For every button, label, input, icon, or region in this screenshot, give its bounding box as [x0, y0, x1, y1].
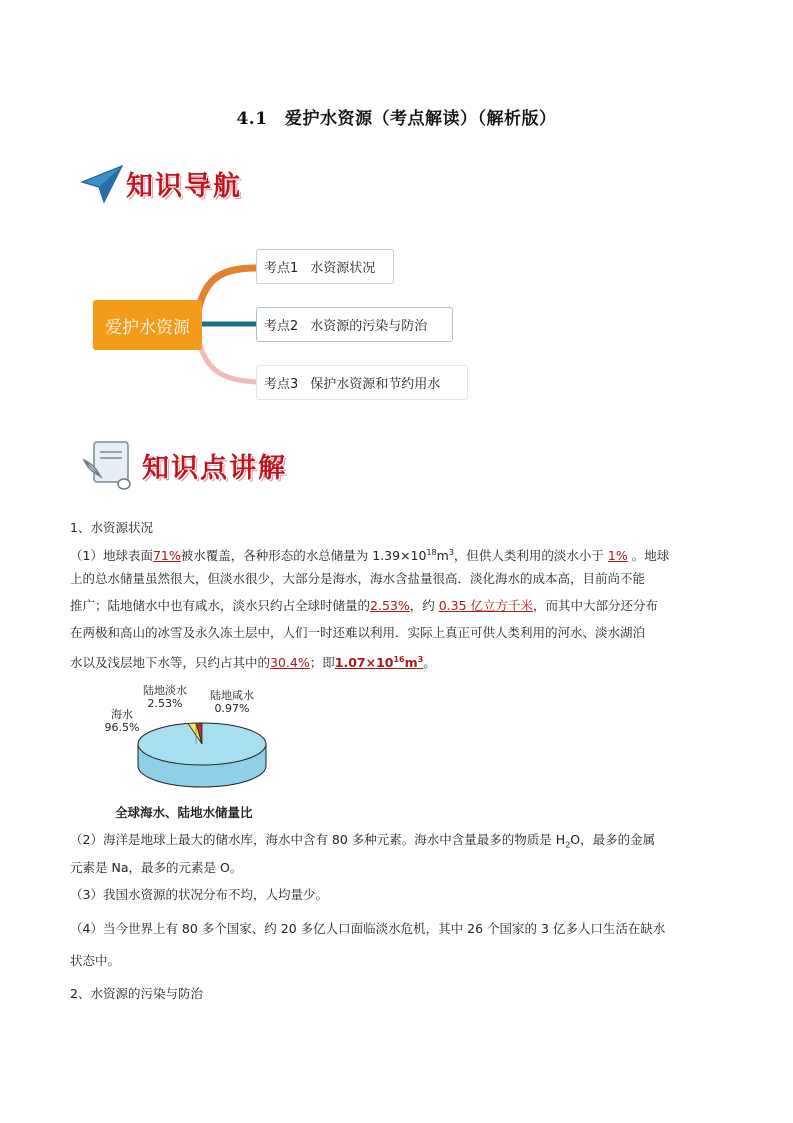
figure-caption: 全球海水、陆地水储量比	[115, 805, 253, 820]
superscript: 3	[417, 655, 424, 664]
subscript: 2	[565, 840, 571, 850]
section1-para-2-line1	[70, 828, 722, 858]
label-text: 海水	[111, 708, 133, 721]
label-text: 陆地咸水	[210, 689, 254, 702]
node-label: 保护水资源和节约用水	[310, 377, 441, 392]
pie-label-sea	[100, 708, 144, 734]
node-number: 考点3	[264, 377, 299, 392]
text-run: 1.07×10	[334, 655, 394, 671]
label-text: 陆地淡水	[143, 684, 187, 697]
mindmap-node-1	[256, 249, 394, 284]
text-run: m	[404, 655, 418, 671]
branch-3	[198, 337, 258, 382]
answer-underline: 71%	[152, 548, 181, 564]
answer-underline: 1%	[607, 548, 628, 564]
section1-para-4-line1: （4）当今世界上有 80 多个国家、约 20 多亿人口面临淡水危机，其中 26 个国家的 3 亿多人口生活在缺水	[70, 921, 666, 936]
text-run: O，最多的金属	[570, 832, 656, 847]
section1-para-4-line2: 状态中。	[70, 953, 121, 968]
text-run: ，约	[409, 598, 435, 613]
node-label: 水资源的污染与防治	[310, 319, 428, 334]
section2-heading: 2、水资源的污染与防治	[70, 986, 203, 1001]
section1-para-3: （3）我国水资源的状况分布不均，人均量少。	[70, 887, 328, 902]
pie-label-salt	[202, 689, 262, 715]
answer-underline-bold	[335, 655, 423, 670]
mindmap-connectors	[0, 0, 793, 420]
text-run: m	[436, 548, 449, 564]
section1-para-2-line2: 元素是 Na，最多的元素是 O。	[70, 860, 243, 875]
branch-1	[198, 268, 258, 312]
pie-label-fresh	[135, 684, 195, 710]
text-run: 。地球	[631, 548, 670, 564]
text-run: 被水覆盖，各种形态的水总储量为 1.39×10	[180, 548, 427, 564]
text-run: 水以及浅层地下水等，只约占其中的	[70, 655, 271, 671]
nav-heading: 知识导航	[126, 171, 242, 202]
text-run: 推广；陆地储水中也有咸水，淡水只约占全球时储量的	[70, 598, 371, 613]
answer-underline: 2.53%	[370, 598, 410, 613]
superscript: 18	[426, 548, 437, 557]
section1-para-line3	[70, 594, 722, 618]
text-run: （1）地球表面	[70, 548, 153, 564]
text-run: 。	[423, 655, 436, 671]
text-run: ，但供人类利用的淡水小于	[453, 548, 604, 564]
mindmap-node-3	[256, 365, 468, 400]
section1-para-line2: 上的总水储量虽然很大，但淡水很少，大部分是海水，海水含盐量很高．淡化海水的成本高，目前尚不能	[70, 571, 646, 586]
answer-underline: 30.4%	[270, 655, 310, 671]
water-pie-chart	[130, 722, 280, 794]
scroll-quill-icon	[80, 438, 138, 494]
superscript: 3	[448, 548, 454, 557]
page-title: 4.1 爱护水资源（考点解读）（解析版）	[236, 109, 557, 129]
node-number: 考点1	[264, 261, 299, 276]
section1-para-line1	[70, 541, 722, 568]
label-value: 2.53%	[147, 697, 183, 710]
explain-heading: 知识点讲解	[142, 453, 287, 484]
node-number: 考点2	[264, 319, 299, 334]
text-run: ，而其中大部分还分布	[533, 598, 659, 613]
superscript: 16	[393, 655, 405, 664]
mindmap-root: 爱护水资源	[93, 300, 202, 350]
text-run: （2）海洋是地球上最大的储水库，海水中含有 80 多种元素。海水中含量最多的物质是 H	[70, 832, 566, 847]
section1-para-line5	[70, 648, 722, 675]
section1-heading: 1、水资源状况	[70, 520, 153, 535]
node-label: 水资源状况	[310, 261, 376, 276]
answer-underline: 0.35 亿立方千米	[438, 598, 534, 613]
section1-para-line4: 在两极和高山的冰雪及永久冻土层中，人们一时还难以利用．实际上真正可供人类利用的河水、淡水湖泊	[70, 625, 646, 640]
text-run: ；即	[309, 655, 335, 671]
label-value: 96.5%	[104, 721, 140, 734]
mindmap-node-2	[256, 307, 453, 342]
label-value: 0.97%	[214, 702, 250, 715]
